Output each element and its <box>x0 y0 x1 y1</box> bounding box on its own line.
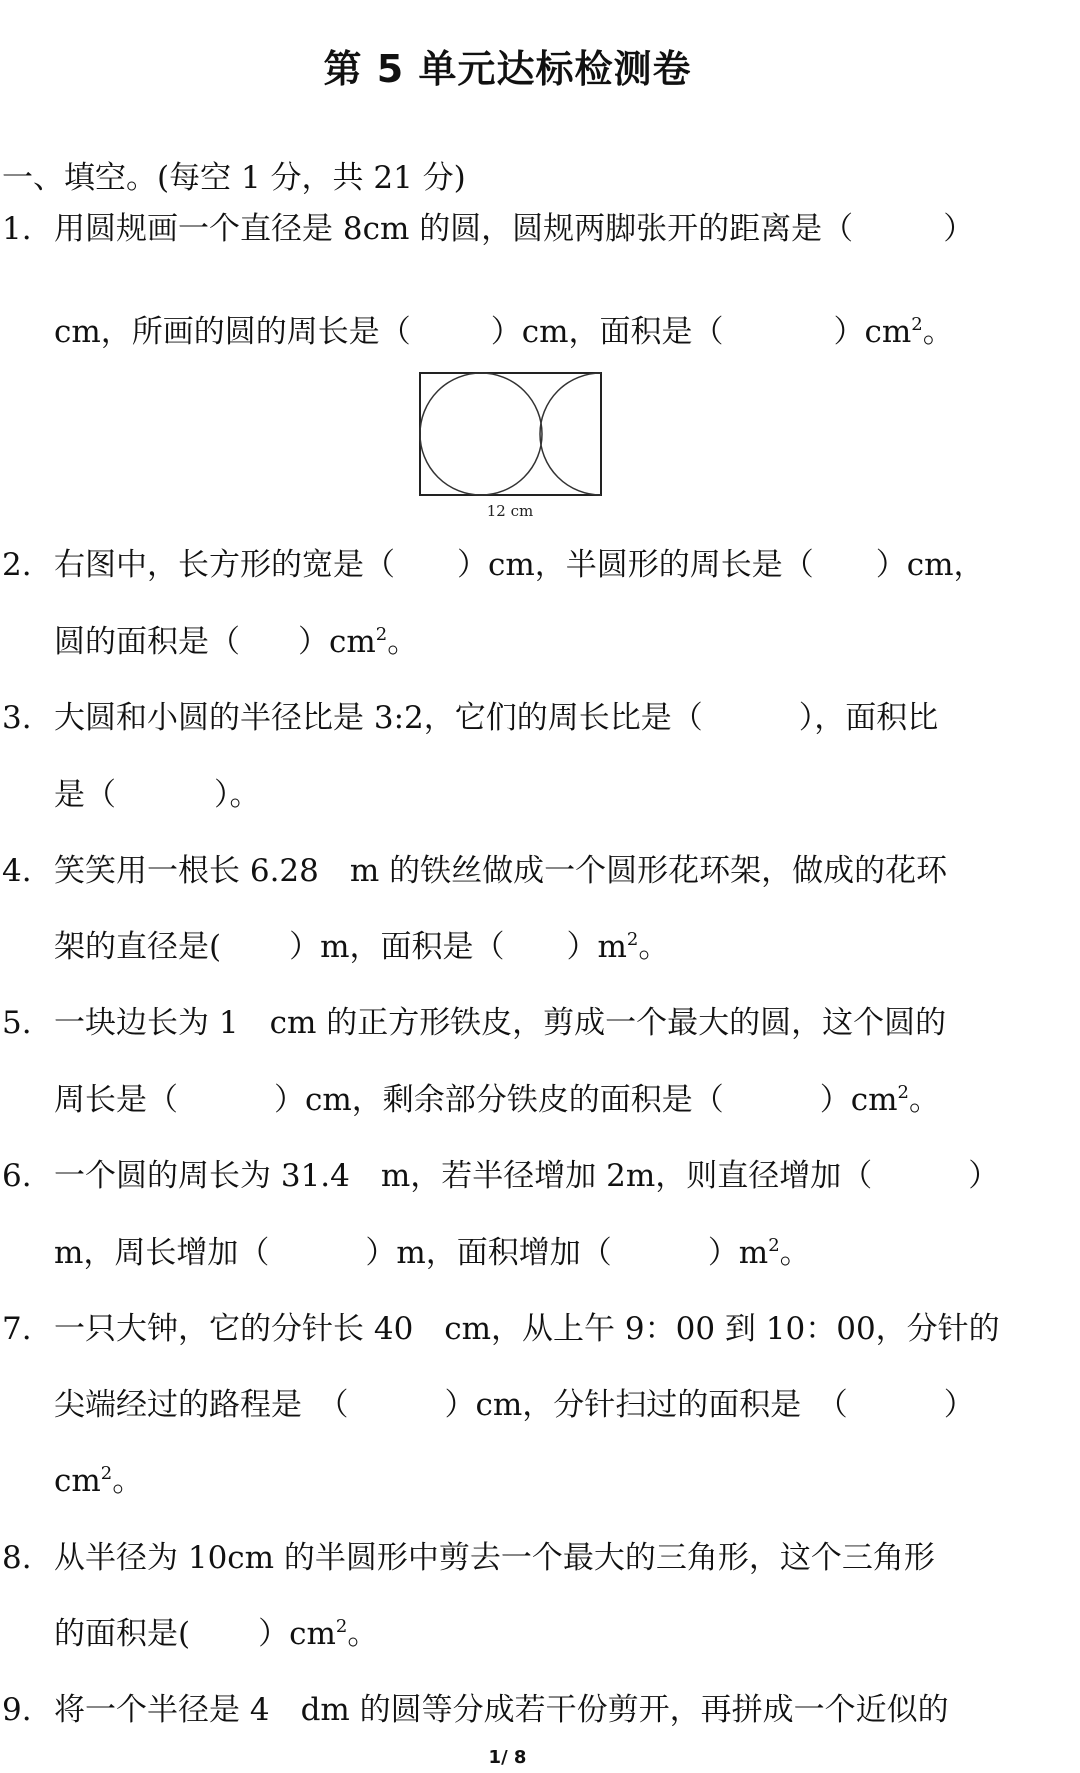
question-7-line-2 <box>54 1385 975 1425</box>
superscript: 2 <box>897 1082 909 1103</box>
question-text: ）cm <box>833 314 912 350</box>
question-2-line-2 <box>54 622 418 662</box>
question-text: ）cm <box>819 1082 898 1118</box>
question-text: 。 <box>112 1463 144 1499</box>
question-3-line-1 <box>2 698 938 738</box>
question-1-line-1 <box>2 209 1027 249</box>
question-text: 一个圆的周长为 31.4 m，若半径增加 2m，则直径增加（ <box>54 1158 873 1194</box>
question-text: ） <box>943 1387 975 1423</box>
question-text: 的面积是( <box>54 1616 191 1652</box>
circle <box>420 373 542 495</box>
question-text: 将一个半径是 4 dm 的圆等分成若干份剪开，再拼成一个近似的 <box>54 1692 949 1728</box>
question-2-line-1 <box>2 545 985 585</box>
question-text: ）cm，面积是（ <box>490 314 724 350</box>
question-5-line-1 <box>2 1003 946 1043</box>
question-6-line-1 <box>2 1156 999 1196</box>
question-6-line-2 <box>54 1233 811 1273</box>
rectangle <box>420 373 601 495</box>
question-text: ） <box>943 211 975 247</box>
question-text: 。 <box>908 1082 940 1118</box>
question-text: 从半径为 10cm 的半圆形中剪去一个最大的三角形，这个三角形 <box>54 1540 935 1576</box>
question-text: 尖端经过的路程是 （ <box>54 1387 349 1423</box>
question-7-line-3 <box>54 1461 143 1501</box>
question-text: 是（ <box>54 777 116 813</box>
question-text: ）cm <box>298 624 376 660</box>
question-number: 9. <box>2 1692 32 1728</box>
question-text: 圆的面积是（ <box>54 624 240 660</box>
question-5-line-2 <box>54 1080 940 1120</box>
question-text: 大圆和小圆的半径比是 3:2，它们的周长比是（ <box>54 700 703 736</box>
section-heading: 一、填空。(每空 1 分，共 21 分) <box>2 160 466 196</box>
question-text: 一块边长为 1 cm 的正方形铁皮，剪成一个最大的圆，这个圆的 <box>54 1005 947 1041</box>
question-text: ）。 <box>214 777 261 813</box>
figure-width-label: 12 cm <box>486 502 534 520</box>
superscript: 2 <box>768 1235 780 1256</box>
superscript: 2 <box>335 1616 348 1637</box>
question-text: ）m <box>707 1235 769 1271</box>
question-text: ）m <box>566 929 627 965</box>
question-text: 。 <box>347 1616 379 1652</box>
question-text: 架的直径是( <box>54 929 222 965</box>
question-text: 。 <box>922 314 954 350</box>
question-text: 笑笑用一根长 6.28 m 的铁丝做成一个圆形花环架，做成的花环 <box>54 853 948 889</box>
superscript: 2 <box>911 314 923 335</box>
question-text: cm <box>54 1463 101 1499</box>
question-text: 周长是（ <box>54 1082 178 1118</box>
question-text: ）cm，剩余部分铁皮的面积是（ <box>274 1082 724 1118</box>
question-text: 右图中，长方形的宽是（ <box>54 547 395 583</box>
page-title: 第 5 单元达标检测卷 <box>323 47 692 91</box>
question-number: 8. <box>2 1540 32 1576</box>
question-text: 用圆规画一个直径是 8cm 的圆，圆规两脚张开的距离是（ <box>54 211 854 247</box>
question-text: ）cm， <box>875 547 985 583</box>
semicircle <box>540 373 601 495</box>
question-text: 。 <box>387 624 419 660</box>
question-1-line-2 <box>54 312 954 352</box>
question-number: 2. <box>2 547 32 583</box>
superscript: 2 <box>100 1463 113 1484</box>
question-number: 1. <box>2 211 32 247</box>
page-number: 1/ 8 <box>488 1747 527 1768</box>
question-text: ）m，面积增加（ <box>365 1235 612 1271</box>
question-text: ）cm，半圆形的周长是（ <box>457 547 814 583</box>
question-9-line-1 <box>2 1690 949 1730</box>
question-4-line-1 <box>2 851 947 891</box>
question-text: ），面积比 <box>798 700 939 736</box>
question-text: ）cm <box>258 1616 336 1652</box>
question-8-line-1 <box>2 1538 935 1578</box>
question-4-line-2 <box>54 927 669 967</box>
question-3-line-2 <box>54 775 261 815</box>
question-number: 6. <box>2 1158 32 1194</box>
question-text: ）m，面积是（ <box>289 929 505 965</box>
question-number: 4. <box>2 853 32 889</box>
question-number: 5. <box>2 1005 32 1041</box>
figure-drawing <box>418 371 608 521</box>
question-text: 一只大钟，它的分针长 40 cm，从上午 9：00 到 10：00，分针的 <box>54 1311 1000 1347</box>
question-text: m，周长增加（ <box>54 1235 270 1271</box>
question-number: 3. <box>2 700 32 736</box>
question-text: 。 <box>638 929 670 965</box>
question-7-line-1 <box>2 1309 1000 1349</box>
question-number: 7. <box>2 1311 32 1347</box>
rectangle-circle-figure <box>418 371 608 521</box>
question-text: 。 <box>779 1235 811 1271</box>
question-text: ） <box>968 1158 1000 1194</box>
question-8-line-2 <box>54 1614 378 1654</box>
question-text: ）cm，分针扫过的面积是 （ <box>444 1387 848 1423</box>
question-text: cm，所画的圆的周长是（ <box>54 314 411 350</box>
superscript: 2 <box>375 624 388 645</box>
superscript: 2 <box>626 929 639 950</box>
